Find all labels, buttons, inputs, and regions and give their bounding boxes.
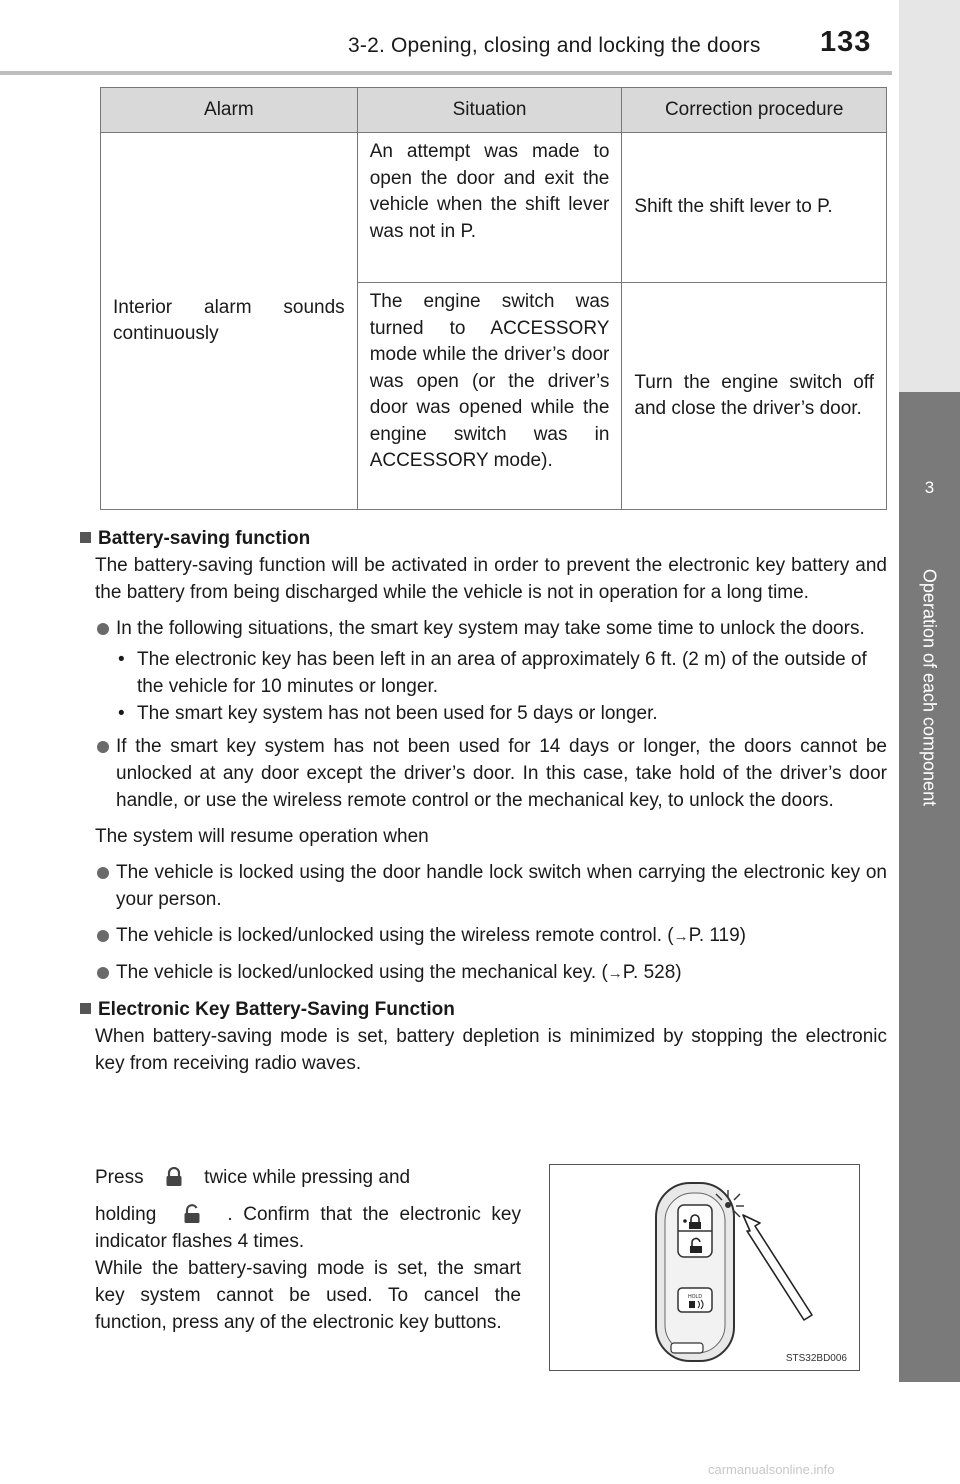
table-row — [101, 133, 887, 283]
electronic-key-heading — [80, 996, 887, 1023]
holding-word: holding — [95, 1204, 157, 1225]
resume-text: The system will resume operation when — [95, 826, 429, 847]
main-content — [95, 525, 887, 1077]
circle-bullet-icon — [97, 867, 109, 879]
press-rest: twice while pressing and — [204, 1167, 411, 1188]
heading-text: Battery-saving function — [98, 528, 311, 549]
header-alarm: Alarm — [101, 88, 358, 133]
hold-button-label: HOLD — [688, 1294, 702, 1300]
situation-cell: The engine switch was turned to ACCESSORY mode while the driver’s door was open (or the driver’s door was opened while the engine switch was in ACCESSORY mode). — [357, 283, 622, 510]
sub-item-text: The electronic key has been left in an area of approximately 6 ft. (2 m) of the outside of the vehicle for 10 minutes or longer. — [137, 649, 867, 697]
correction-cell: Shift the shift lever to P. — [622, 133, 887, 283]
circle-bullet-icon — [97, 741, 109, 753]
press-instructions — [95, 1164, 521, 1336]
holding-line — [95, 1201, 521, 1255]
watermark: carmanualsonline.info — [708, 1462, 835, 1477]
square-bullet-icon — [80, 532, 91, 543]
unlock-icon — [183, 1204, 201, 1224]
circle-bullet-icon — [97, 930, 109, 942]
smart-key-illustration — [550, 1165, 859, 1370]
list-item — [95, 615, 887, 642]
while-text: While the battery-saving mode is set, the smart key system cannot be used. To cancel the function, press any of the electronic key buttons. — [95, 1258, 521, 1333]
page-reference-link[interactable]: P. 119) — [688, 925, 747, 946]
electronic-key-intro: When battery-saving mode is set, battery depletion is minimized by stopping the electronic key from receiving radio waves. — [95, 1026, 887, 1074]
list-item — [95, 922, 887, 950]
sub-item — [95, 700, 887, 727]
page-number: 133 — [820, 26, 872, 58]
arrow-icon: → — [607, 965, 623, 982]
list-item — [95, 959, 887, 987]
list-item-text: The vehicle is locked/unlocked using the wireless remote control. ( — [116, 925, 674, 946]
header-rule — [0, 71, 892, 75]
lock-icon — [165, 1167, 183, 1187]
list-item-text: The vehicle is locked/unlocked using the mechanical key. ( — [116, 962, 608, 983]
list-item-text: The vehicle is locked using the door handle lock switch when carrying the electronic key on your person. — [116, 862, 887, 910]
alarm-table — [100, 87, 887, 510]
list-item — [95, 859, 887, 913]
alarm-cell: Interior alarm sounds continuously — [101, 133, 358, 510]
square-bullet-icon — [80, 1003, 91, 1014]
section-title: 3-2. Opening, closing and locking the doors — [348, 34, 761, 57]
chapter-label: Operation of each component — [919, 568, 940, 807]
figure-code: STS32BD006 — [785, 1353, 847, 1364]
list-item-text: In the following situations, the smart key system may take some time to unlock the doors. — [116, 618, 865, 639]
press-word: Press — [95, 1167, 144, 1188]
electronic-key-figure — [549, 1164, 860, 1371]
chapter-side-tab — [899, 0, 960, 1484]
list-item — [95, 733, 887, 814]
heading-text: Electronic Key Battery-Saving Function — [98, 999, 455, 1020]
sub-bullet-icon: • — [118, 703, 125, 724]
list-item-text: If the smart key system has not been used for 14 days or longer, the doors cannot be unlocked at any door except the driver’s door. In this case, take hold of the driver’s door handle, or use the wireless remote control or the mechanical key, to unlock the doors. — [116, 736, 887, 811]
circle-bullet-icon — [97, 623, 109, 635]
correction-cell: Turn the engine switch off and close the driver’s door. — [622, 283, 887, 510]
press-line — [95, 1164, 521, 1191]
sub-bullet-icon: • — [118, 649, 125, 670]
sub-item — [95, 646, 887, 700]
side-tab-top — [899, 0, 960, 392]
sub-item-text: The smart key system has not been used for 5 days or longer. — [137, 703, 658, 724]
battery-saving-intro: The battery-saving function will be activated in order to prevent the electronic key battery and the battery from being discharged while the vehicle is not in operation for a long time. — [95, 555, 887, 603]
page-reference-link[interactable]: P. 528) — [622, 962, 682, 983]
header-situation: Situation — [357, 88, 622, 133]
chapter-number: 3 — [924, 478, 935, 497]
header-correction: Correction procedure — [622, 88, 887, 133]
holding-rest: . Confirm that the electronic key indicator flashes 4 times. — [95, 1204, 521, 1252]
arrow-icon: → — [673, 928, 689, 945]
situation-cell: An attempt was made to open the door and exit the vehicle when the shift lever was not in P. — [357, 133, 622, 283]
circle-bullet-icon — [97, 967, 109, 979]
battery-saving-heading — [80, 525, 887, 552]
table-header-row — [101, 88, 887, 133]
